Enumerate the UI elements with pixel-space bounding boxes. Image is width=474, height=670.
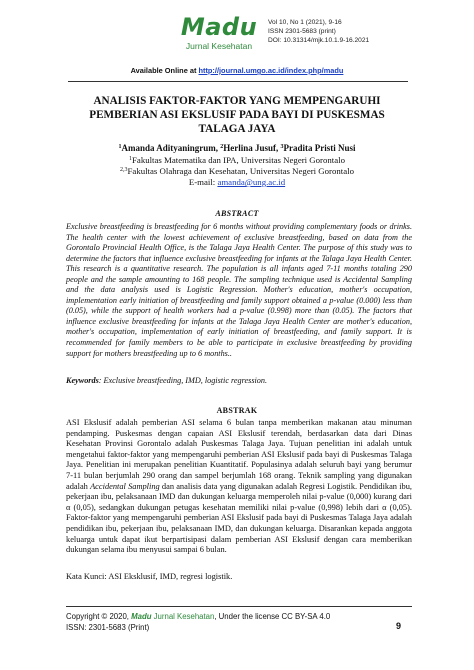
footer-divider — [66, 606, 412, 607]
author-3-sup: 3 — [280, 144, 284, 150]
available-online-label: Available Online at — [130, 66, 199, 75]
email-link[interactable]: amanda@ung.ac.id — [217, 177, 286, 187]
abstrak-body-part-2: dan analisis data yang digunakan adalah Regresi Logistik. Pendidikan ibu, pekerjaan ibu, pelaksanaan IMD dan dukungan keluarga memperoleh nilai p-value (0,000) kurang dari α (0,05), sedangkan dukungan petugas kesehatan memiliki nilai p-value (0,998) lebih dari α (0,05). Faktor-faktor yang mempengaruhi pemberian ASI Ekslusif pada bayi di Puskesmas Talaga Jaya adalah pendidikan ibu, pekerjaan ibu, pelaksanaan IMD, dan dukungan keluarga. Disarankan kepada anggota keluarga untuk dapat ikut berpartisipasi dalam pemberian ASI Ekslusif dengan cara memberikan dukungan selama ibu menyusui sampai 6 bulan. — [66, 481, 412, 555]
footer-brand-jurnal: Jurnal Kesehatan — [151, 612, 215, 621]
abstrak-body-part-1: ASI Ekslusif adalah pemberian ASI selama 6 bulan tanpa memberikan makanan atau minuman pendamping. Puskesmas dengan capaian ASI Ekslusif terendah, berdasarkan data dari Dinas Kesehatan Provinsi Gorontalo adalah Puskesmas Talaga Jaya. Tujuan penelitian ini adalah untuk mengetahui faktor-faktor yang mempengaruhi pemberian ASI Ekslusif pada bayi di Puskesmas Talaga Jaya. Penelitian ini merupakan penelitian Kuantitatif. Populasinya adalah seluruh bayi yang berumur 7-11 bulan berjumlah 290 orang dan sampel berjumlah 168 orang. Teknik sampling yang digunakan adalah — [66, 418, 412, 491]
contact-email — [60, 177, 414, 188]
footer-brand-madu: Madu — [131, 612, 152, 621]
abstrak-body — [66, 418, 412, 556]
keywords-label: Keywords — [66, 376, 99, 385]
footer-issn: ISSN: 2301-5683 (Print) — [66, 623, 150, 632]
volume-info: Vol 10, No 1 (2021), 9-16 — [268, 19, 342, 26]
author-1-sup: 1 — [118, 144, 122, 150]
logo-wordmark: Madu — [180, 13, 258, 41]
affiliation-2-text: Fakultas Olahraga dan Kesehatan, Universitas Negeri Gorontalo — [127, 166, 354, 176]
affiliation-1 — [60, 155, 414, 166]
email-label: E-mail: — [188, 177, 218, 187]
paper-title — [60, 94, 414, 136]
page-number: 9 — [396, 621, 402, 631]
journal-meta — [268, 18, 369, 45]
affiliation-2 — [60, 166, 414, 177]
affiliation-2-sup: 2,3 — [120, 167, 128, 173]
doi: DOI: 10.31314/mjk.10.1.9-16.2021 — [268, 37, 370, 44]
title-line-1: ANALISIS FAKTOR-FAKTOR YANG MEMPENGARUHI — [93, 95, 381, 107]
author-2: Herlina Jusuf, — [223, 143, 281, 153]
issn-print: ISSN 2301-5683 (print) — [268, 28, 336, 35]
affiliation-1-sup: 1 — [129, 156, 133, 162]
keywords-en — [66, 376, 412, 387]
author-2-sup: 2 — [220, 144, 224, 150]
author-list — [60, 143, 414, 154]
author-1: Amanda Adityaningrum, — [121, 143, 221, 153]
keywords-values: : Exclusive breastfeeding, IMD, logistic regression. — [98, 376, 268, 385]
journal-header — [0, 14, 474, 62]
header-divider — [68, 81, 408, 82]
abstrak-heading: ABSTRAK — [216, 406, 258, 415]
copyright-prefix: Copyright © 2020, — [66, 612, 132, 621]
affiliation-1-text: Fakultas Matematika dan IPA, Universitas Negeri Gorontalo — [132, 155, 345, 165]
title-line-3: TALAGA JAYA — [198, 123, 276, 135]
copyright-suffix: , Under the license CC BY-SA 4.0 — [214, 612, 331, 621]
journal-url-link[interactable]: http://journal.umgo.ac.id/index.php/madu — [198, 66, 344, 75]
title-line-2: PEMBERIAN ASI EKSLUSIF PADA BAYI DI PUSKESMAS — [89, 109, 385, 121]
logo-subtitle: Jurnal Kesehatan — [185, 41, 253, 51]
author-3: Pradita Pristi Nusi — [283, 143, 356, 153]
journal-logo — [176, 14, 262, 51]
abstrak-body-italic: Accidental Sampling — [90, 481, 160, 491]
footer-copyright — [66, 612, 412, 622]
abstract-body: Exclusive breastfeeding is breastfeeding for 6 months without providing complementary foods or drinks. The health center with the lowest achievement of exclusive breastfeeding, based on data from the Gorontalo Provincial Health Office, is the Talaga Jaya Health Center. The purpose of this study was to determine the factors that influence exclusive breastfeeding for infants at the Talaga Jaya Health Center. This research is a quantitative research. The population is all infants aged 7-11 months totaling 290 people and the sample amounting to 168 people. The sampling technique used is Accidental Sampling and the data analysis used is Logistic Regression. Mother's education, mother's occupation, implementation early initiation of breastfeeding and family support obtained a p-value (0.000) less than (0.05), while the support of health workers had a p-value (0.998) more than (0.05). The factors that influence exclusive breastfeeding for infants at the Talaga Jaya Health Center are mother's education, mother's occupation, implementation of early initiation of breastfeeding, and family support. It is recommended for family members to be able to participate in exclusive breastfeeding by providing support for mothers breastfeeding up to 6 months.. — [66, 222, 412, 358]
keywords-id: Kata Kunci: ASI Eksklusif, IMD, regresi logistik. — [66, 572, 233, 581]
abstract-heading: ABSTRACT — [215, 209, 259, 218]
available-online — [0, 66, 474, 75]
